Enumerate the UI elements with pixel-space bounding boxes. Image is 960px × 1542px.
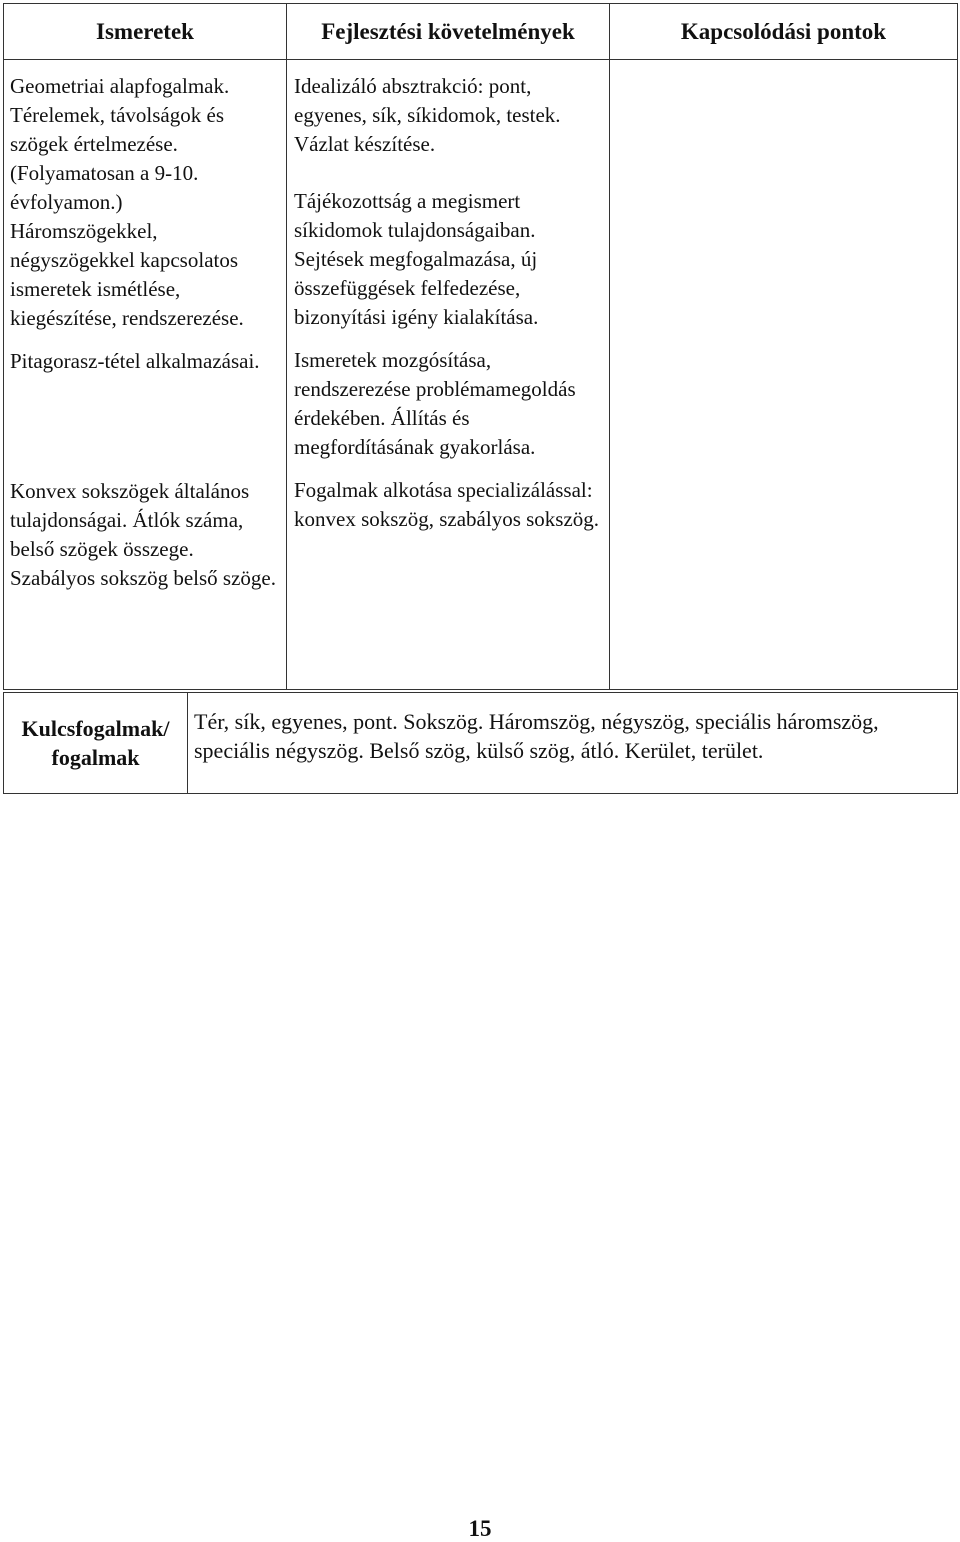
fejlesztes-tajekozottsag: Tájékozottság a megismert síkidomok tulajdonságaiban. Sejtések megfogalmazása, új összefüggések felfedezése, bizonyítási igény kialakítása.	[294, 189, 539, 329]
fejlesztes-idealizalo-absztrakcio: Idealizáló absztrakció: pont, egyenes, sík, síkidomok, testek. Vázlat készítése.	[294, 74, 561, 156]
fejlesztes-ismeretek-mozgositasa: Ismeretek mozgósítása, rendszerezése problémamegoldás érdekében. Állítás és megfordításának gyakorlása.	[294, 348, 576, 459]
table-header-row	[4, 4, 958, 60]
ismeretek-haromszogek-negyszogek: Háromszögekkel, négyszögekkel kapcsolatos ismeretek ismétlése, kiegészítése, rendszerezése.	[10, 219, 244, 330]
fejlesztes-fogalmak-alkotasa: Fogalmak alkotása specializálással: konvex sokszög, szabályos sokszög.	[294, 478, 600, 531]
key-concepts-row	[4, 693, 958, 794]
kapcsolodasi-pontok-cell	[610, 60, 958, 690]
key-concepts-text: Tér, sík, egyenes, pont. Sokszög. Háromszög, négyszög, speciális háromszög, speciális négyszög. Belső szög, külső szög, átló. Kerület, terület.	[188, 693, 958, 794]
key-concepts-label: Kulcsfogalmak/ fogalmak	[4, 693, 188, 794]
key-concepts-table	[3, 692, 958, 794]
ismeretek-cell	[4, 60, 287, 690]
curriculum-table	[3, 3, 958, 690]
table-body-row	[4, 60, 958, 690]
fejlesztesi-cell	[287, 60, 610, 690]
ismeretek-pitagorasz: Pitagorasz-tétel alkalmazásai.	[10, 349, 260, 373]
header-fejlesztesi-kovetelmenyek: Fejlesztési követelmények	[287, 4, 610, 60]
header-kapcsolodasi-pontok: Kapcsolódási pontok	[610, 4, 958, 60]
ismeretek-geometriai-alapfogalmak: Geometriai alapfogalmak. Térelemek, távolságok és szögek értelmezése. (Folyamatosan a 9-10. évfolyamon.)	[10, 74, 230, 214]
header-ismeretek: Ismeretek	[4, 4, 287, 60]
page-number: 15	[468, 1516, 492, 1541]
ismeretek-konvex-sokszogek: Konvex sokszögek általános tulajdonságai. Átlók száma, belső szögek összege. Szabályos sokszög belső szöge.	[10, 479, 276, 590]
